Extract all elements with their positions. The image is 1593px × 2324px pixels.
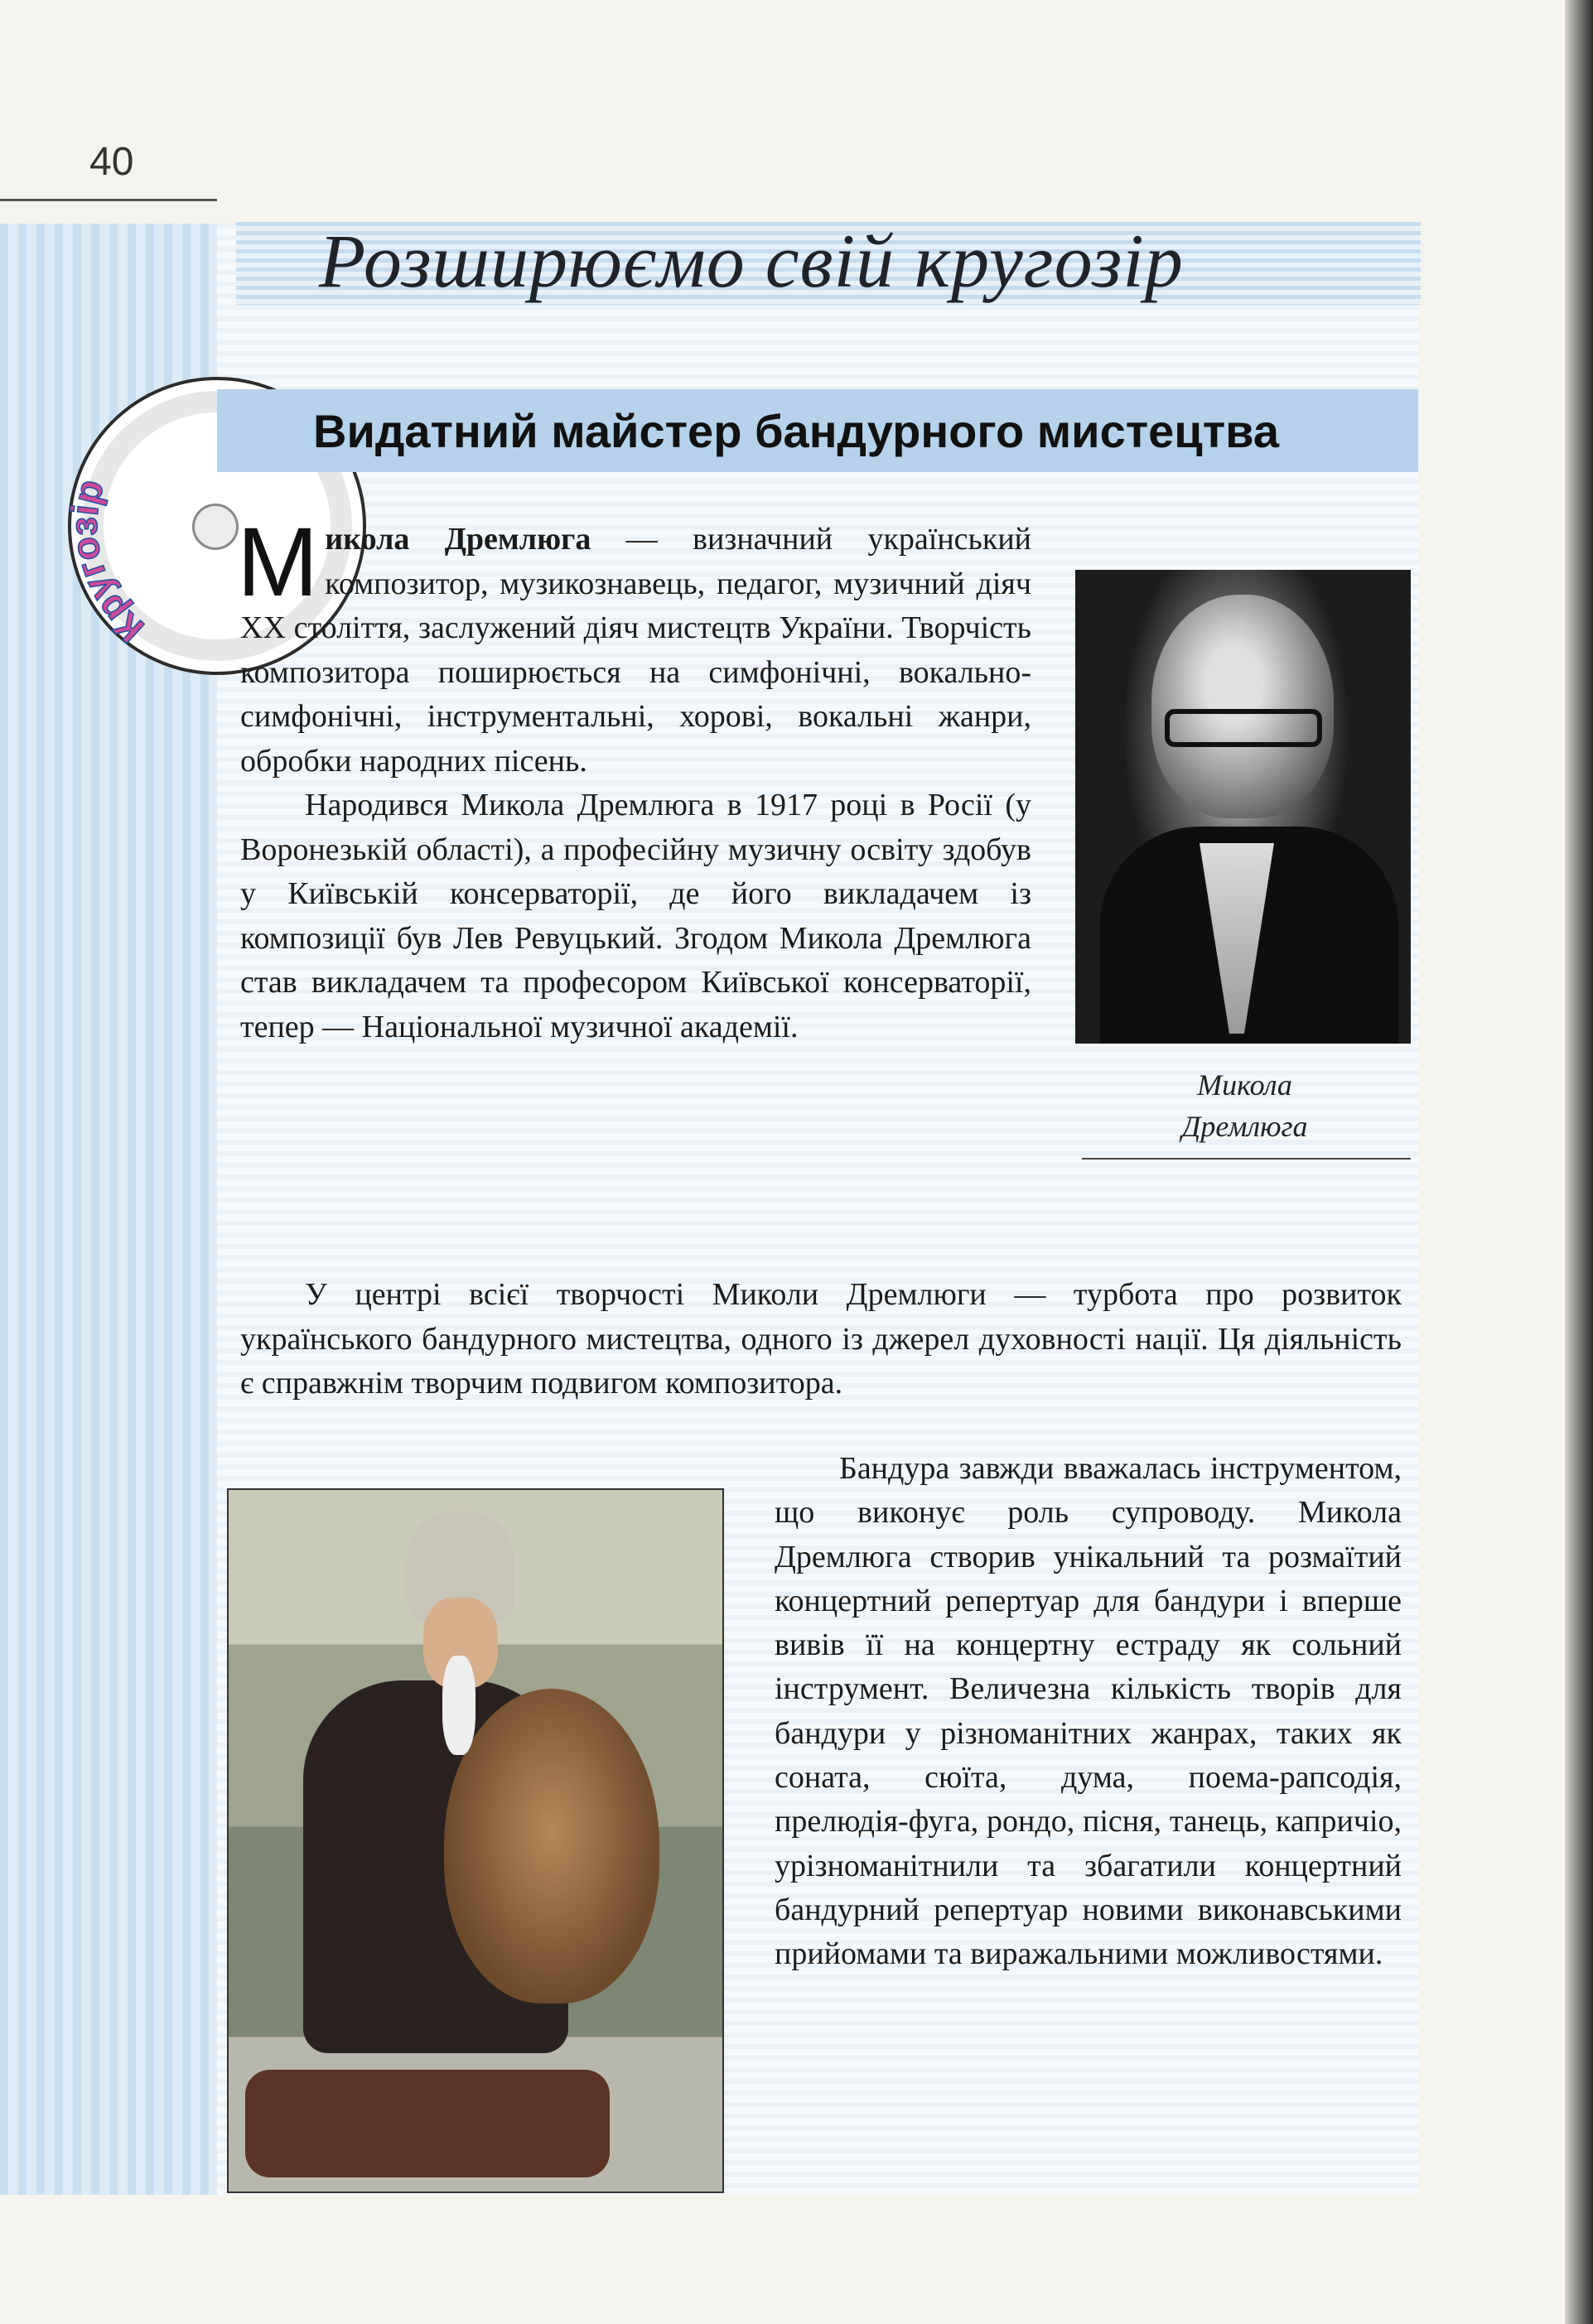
portrait-photo: [1075, 570, 1411, 1044]
bandura-player-photo: [227, 1488, 724, 2193]
paragraph-1-text: — визначний український композитор, музикознавець, педагог, музичний діяч ХХ століття, заслужений діяч мистецтв України. Творчість композитора поширюється на симфонічні, вокально-симфонічні, інструментальні, хорові, вокальні жанри, обробки народних пісень.: [240, 522, 1031, 779]
right-column: [775, 1447, 1402, 1977]
paragraph-1-lead: икола Дремлюга: [325, 522, 591, 557]
photo-bandura: [444, 1689, 659, 2003]
badge-label: Кругозір: [61, 475, 152, 652]
page-number: 40: [89, 140, 134, 184]
portrait-caption-line-1: Микола: [1197, 1068, 1292, 1102]
svg-text:Кругозір: [62, 475, 152, 651]
paragraph-3: У центрі всієї творчості Миколи Дремлюги — турбота про розвиток українського бандурного мистецтва, одного із джерел духовності нації. Ця діяльність є справжнім творчим подвигом композитора.: [240, 1277, 1402, 1401]
intro-column: [237, 508, 1031, 1049]
paragraph-4: Бандура завжди вважалась інструментом, що виконує роль супроводу. Микола Дремлюга створив унікальний та розмаїтий концертний репертуар для бандури і вперше вивів її на концертну естраду як сольний інструмент. Величезна кількість творів для бандури у різноманітних жанрах, таких як соната, сюїта, дума, поема-рапсодія, прелюдія-фуга, рондо, пісня, танець, капричіо, урізноманітнили та збагатили концертний бандурний репертуар новими виконавськими прийомами та виражальними можливостями.: [775, 1451, 1402, 1972]
full-width-column: [240, 1273, 1402, 1406]
portrait-head: [1151, 595, 1334, 818]
section-title: Розширюємо свій кругозір: [319, 219, 1184, 303]
paragraph-2: Народився Микола Дремлюга в 1917 році в Росії (у Воронезькій області), а професійну музичну освіту здобув у Київській консерваторії, де його викладачем із композиції був Лев Ревуцький. Згодом Микола Дремлюга став викладачем та професором Київської консерваторії, тепер — Національної музичної академії.: [240, 788, 1031, 1044]
drop-cap: М: [237, 508, 319, 617]
caption-rule: [1082, 1158, 1411, 1160]
paragraph-1: [237, 508, 1031, 784]
article-heading: Видатний майстер бандурного мистецтва: [313, 405, 1279, 457]
portrait-caption-line-2: Дремлюга: [1181, 1110, 1308, 1143]
photo-rug: [245, 2070, 610, 2177]
portrait-glasses: [1165, 709, 1322, 747]
portrait-caption: [1077, 1064, 1412, 1147]
page-edge-shadow: [1565, 0, 1593, 2324]
page-number-rule: [0, 199, 217, 201]
badge-center-hole: [192, 504, 239, 550]
photo-beard: [442, 1656, 475, 1755]
